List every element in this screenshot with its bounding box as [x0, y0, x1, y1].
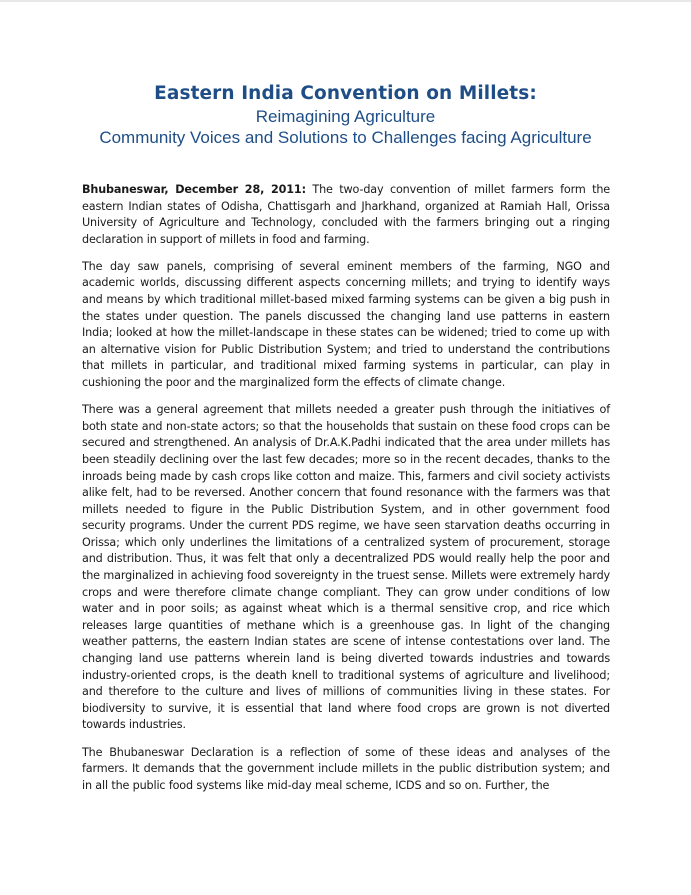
paragraph-1-text: The two-day convention of millet farmers form the eastern Indian states of Odisha, Chattisgarh and Jharkhand, organized at Ramiah Hall, Orissa University of Agriculture and Technology, concluded with the farmers bringing out a ringing declaration in support of millets in food and farming. [82, 183, 611, 246]
document-body [82, 182, 610, 805]
paragraph-2: The day saw panels, comprising of several eminent members of the farming, NGO and academic worlds, discussing different aspects concerning millets; and trying to identify ways and means by which traditional millet-based mixed farming systems can be given a big push in the states under question. The panels discussed the changing land use patterns in eastern India; looked at how the millet-landscape in these states can be widened; tried to come up with an alternative vision for Public Distribution System; and tried to understand the contributions that millets in particular, and traditional mixed farming systems in particular, can play in cushioning the poor and the marginalized form the effects of climate change. [82, 259, 610, 390]
document-subtitle-1: Reimagining Agriculture [255, 107, 436, 126]
paragraph-4: The Bhubaneswar Declaration is a reflection of some of these ideas and analyses of the farmers. It demands that the government include millets in the public distribution system; and in all the public food systems like mid-day meal scheme, ICDS and so on. Further, the [82, 745, 610, 792]
title-block [0, 82, 691, 148]
paragraph-3: There was a general agreement that millets needed a greater push through the initiatives of both state and non-state actors; so that the households that sustain on these food crops can be secured and strengthened. An analysis of Dr.A.K.Padhi indicated that the area under millets has been steadily declining over the last few decades; more so in the recent decades, thanks to the inroads being made by cash crops like cotton and maize. This, farmers and civil society activists alike felt, had to be reversed. Another concern that found resonance with the farmers was that millets needed to figure in the Public Distribution System, and in other government food security programs. Under the current PDS regime, we have seen starvation deaths occurring in Orissa; which only underlines the limitations of a centralized system of procurement, storage and distribution. Thus, it was felt that only a decentralized PDS would really help the poor and the marginalized in achieving food sovereignty in the truest sense. Millets were extremely hardy crops and were therefore climate change compliant. They can grow under conditions of low water and in poor soils; as against wheat which is a thermal sensitive crop, and rice which releases large quantities of methane which is a greenhouse gas. In light of the changing weather patterns, the eastern Indian states are scene of intense contestations over land. The changing land use patterns wherein land is being diverted towards industries and towards industry-oriented crops, is the death knell to traditional systems of agriculture and livelihood; and therefore to the culture and lives of millions of communities living in these states. For biodiversity to survive, it is essential that land where food crops are grown is not diverted towards industries. [82, 403, 610, 732]
document-title: Eastern India Convention on Millets: [154, 83, 537, 104]
dateline: Bhubaneswar, December 28, 2011: [82, 183, 306, 196]
paragraph-1 [82, 182, 610, 248]
document-subtitle-2: Community Voices and Solutions to Challenges facing Agriculture [99, 128, 592, 147]
